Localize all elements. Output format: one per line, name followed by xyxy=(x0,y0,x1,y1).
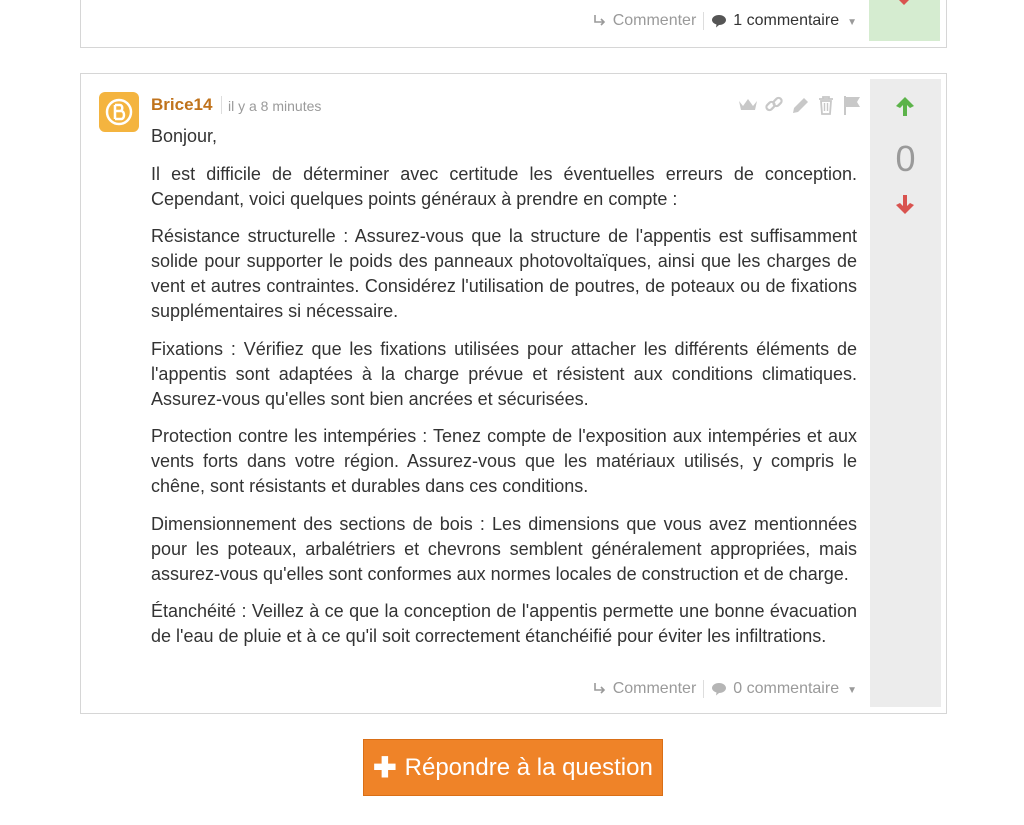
comment-count-toggle[interactable] xyxy=(711,12,857,30)
reply-button-label: Répondre à la question xyxy=(404,753,653,781)
comment-link-label: Commenter xyxy=(612,12,697,29)
speech-bubble-icon xyxy=(711,14,727,28)
paragraph: Protection contre les intempéries : Tenez compte de l'exposition aux intempéries et aux vents forts dans votre région. Assurez-vous que les matériaux utilisés, y compris le chêne, sont résistants et durables dans ces conditions. xyxy=(151,426,857,496)
arrow-down-icon[interactable] xyxy=(894,195,916,215)
answer-body xyxy=(151,124,857,662)
comment-count-label: 0 commentaire xyxy=(733,680,840,697)
link-icon[interactable] xyxy=(764,94,784,116)
crown-icon[interactable] xyxy=(738,94,758,116)
arrow-up-icon[interactable] xyxy=(894,96,916,116)
arrow-down-icon[interactable] xyxy=(893,0,915,6)
speech-bubble-icon xyxy=(711,682,727,696)
comment-arrow-icon xyxy=(593,14,607,28)
author-name[interactable]: Brice14 xyxy=(151,95,213,114)
comment-arrow-icon xyxy=(593,682,607,696)
trash-icon[interactable] xyxy=(816,94,836,116)
vote-column xyxy=(870,79,941,707)
plus-icon: ✚ xyxy=(373,751,397,783)
paragraph: Bonjour, xyxy=(151,126,218,146)
caret-down-icon: ▼ xyxy=(847,685,857,696)
answer-footer xyxy=(593,680,857,698)
comment-count-label: 1 commentaire xyxy=(733,12,840,29)
paragraph: Il est difficile de déterminer avec certitude les éventuelles erreurs de conception. Cependant, voici quelques points généraux à prendre en compte : xyxy=(151,163,857,209)
answer-tools xyxy=(738,94,862,116)
divider xyxy=(703,680,704,698)
vote-score: 0 xyxy=(895,138,916,179)
avatar[interactable] xyxy=(99,92,139,132)
comment-link-label: Commenter xyxy=(612,680,697,697)
flag-icon[interactable] xyxy=(842,94,862,116)
comment-link[interactable] xyxy=(593,680,697,698)
paragraph: Dimensionnement des sections de bois : Les dimensions que vous avez mentionnées pour les poteaux, arbalétriers et chevrons semblent généralement appropriées, mais assurez-vous qu'elles sont conformes aux normes locales de construction et de charge. xyxy=(151,513,857,584)
previous-vote-column xyxy=(869,0,940,41)
divider xyxy=(221,96,222,114)
previous-answer-footer xyxy=(593,12,857,30)
paragraph: Étanchéité : Veillez à ce que la conception de l'appentis permette une bonne évacuation de l'eau de pluie et à ce qu'il soit correctement étanchéifié pour éviter les infiltrations. xyxy=(151,601,857,646)
comment-link[interactable] xyxy=(593,12,697,30)
pencil-icon[interactable] xyxy=(790,94,810,116)
divider xyxy=(703,12,704,30)
caret-down-icon: ▼ xyxy=(847,17,857,28)
paragraph: Résistance structurelle : Assurez-vous que la structure de l'appentis est suffisamment solide pour supporter le poids des panneaux photovoltaïques, ainsi que les charges de vent et autres contraintes. Considérez l'utilisation de poutres, de poteaux ou de fixations supplémentaires si nécessaire. xyxy=(151,226,857,321)
comment-count-toggle[interactable] xyxy=(711,680,857,698)
previous-answer-card xyxy=(80,0,947,48)
answer-card xyxy=(80,73,947,714)
brand-logo-icon xyxy=(104,97,134,127)
post-time: il y a 8 minutes xyxy=(228,98,322,114)
reply-button[interactable] xyxy=(363,739,663,796)
paragraph: Fixations : Vérifiez que les fixations utilisées pour attacher les différents éléments de l'appentis sont adaptées à la charge prévue et résistent aux conditions climatiques. Assurez-vous qu'elles sont bien ancrées et sécurisées. xyxy=(151,338,857,409)
